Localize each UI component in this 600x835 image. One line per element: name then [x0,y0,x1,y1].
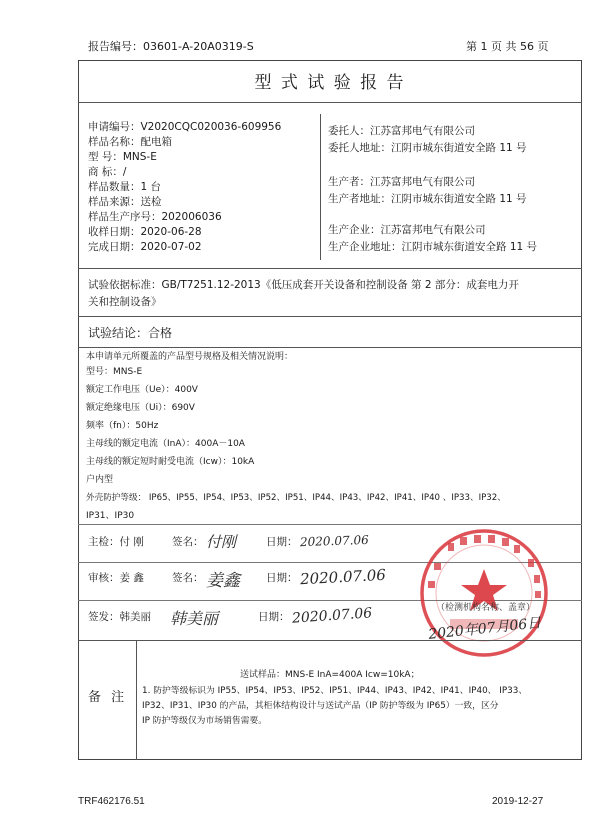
reviewer-signature: 姜鑫 [206,571,240,591]
manufacturer-address: 生产企业地址：江阴市城东街道安全路 11 号 [328,241,538,253]
form-number: TRF462176.51 [78,796,145,807]
reviewer-date: 2020.07.06 [299,565,387,589]
coverage-ip-grades-cont: IP31、IP30 [86,511,135,521]
remarks-line3: IP32、IP31、IP30 的产品，其柜体结构设计与送试产品（IP 防护等级为 IP65）一致，区分 [142,701,499,711]
page-title: 型 式 试 验 报 告 [254,73,406,93]
coverage-insulation-voltage: 额定绝缘电压（Ui）：690V [86,403,195,413]
coverage-intro: 本申请单元所覆盖的产品型号规格及相关情况说明： [86,352,294,362]
reviewer-date-label: 日期： [266,572,298,584]
page-info: 第 1 页 共 56 页 [466,40,549,53]
divider [78,102,582,103]
coverage-rated-voltage: 额定工作电压（Ue）：400V [86,385,198,395]
divider [78,347,582,348]
coverage-ip-grades: 外壳防护等级： IP65、IP55、IP54、IP53、IP52、IP51、IP44、IP43、IP42、IP41、IP40 、IP33、IP32、 [86,493,506,503]
signature-row-issuer [88,605,408,633]
sample-quantity: 样品数量：1 台 [88,181,162,193]
issuer-role: 签发：韩美丽 [88,611,151,623]
application-number: 申请编号：V2020CQC020036-609956 [88,121,282,133]
remarks-line4: IP 防护等级仅为市场销售需要。 [142,716,268,726]
coverage-indoor: 户内型 [86,475,114,485]
inspector-date-label: 日期： [266,536,298,548]
form-date: 2019-12-27 [492,796,544,807]
seal-caption: （检测机构名称、盖章） [436,603,536,613]
client-address: 委托人地址：江阴市城东街道安全路 11 号 [328,142,527,154]
inspector-date: 2020.07.06 [299,532,369,550]
test-basis-line2: 关和控制设备》 [88,296,162,308]
reviewer-sign-label: 签名： [172,572,204,584]
divider [78,640,582,641]
seal-date: 2020年07月06日 [427,615,542,643]
sample-serial: 样品生产序号：202006036 [88,211,222,223]
coverage-model: 型号：MNS-E [86,367,143,377]
issuer-date: 2020.07.06 [291,605,373,627]
column-divider [320,114,321,260]
manufacturer-name: 生产企业：江苏富邦电气有限公司 [328,224,486,236]
issuer-date-label: 日期： [258,611,290,623]
divider [78,316,582,317]
reviewer-role: 审核：姜 鑫 [88,572,144,584]
coverage-withstand-current: 主母线的额定短时耐受电流（Icw）：10kA [86,457,255,467]
remarks-divider [136,640,137,760]
trademark: 商 标：/ [88,166,127,178]
signature-row-reviewer [88,565,408,594]
client-name: 委托人：江苏富邦电气有限公司 [328,125,475,137]
sample-source: 样品来源：送检 [88,196,162,208]
producer-name: 生产者：江苏富邦电气有限公司 [328,176,475,188]
remarks-label: 备 注 [88,690,128,705]
sample-name: 样品名称：配电箱 [88,136,172,148]
remarks-sample: 送试样品：MNS-E InA=400A Icw=10kA； [240,670,420,680]
complete-date: 完成日期：2020-07-02 [88,241,202,253]
report-number: 报告编号：03601-A-20A0319-S [88,40,254,53]
coverage-frequency: 频率（fn）：50Hz [86,421,159,431]
remarks-line2: 1. 防护等级标识为 IP55、IP54、IP53、IP52、IP51、IP44、IP43、IP42、IP41、IP40、 IP33、 [142,686,528,696]
signature-row-inspector [88,534,408,558]
test-basis-line1: 试验依据标准：GB/T7251.12-2013《低压成套开关设备和控制设备 第 2 部分：成套电力开 [88,279,519,291]
inspector-sign-label: 签名： [172,536,204,548]
inspector-role: 主检：付 刚 [88,536,144,548]
coverage-rated-current: 主母线的额定电流（InA）：400A－10A [86,439,245,449]
divider [78,268,582,269]
producer-address: 生产者地址：江阴市城东街道安全路 11 号 [328,193,527,205]
inspector-signature: 付刚 [206,533,237,551]
receive-date: 收样日期：2020-06-28 [88,226,202,238]
test-conclusion: 试验结论：合格 [88,326,173,340]
issuer-signature: 韩美丽 [170,609,219,628]
model: 型 号：MNS-E [88,151,157,163]
